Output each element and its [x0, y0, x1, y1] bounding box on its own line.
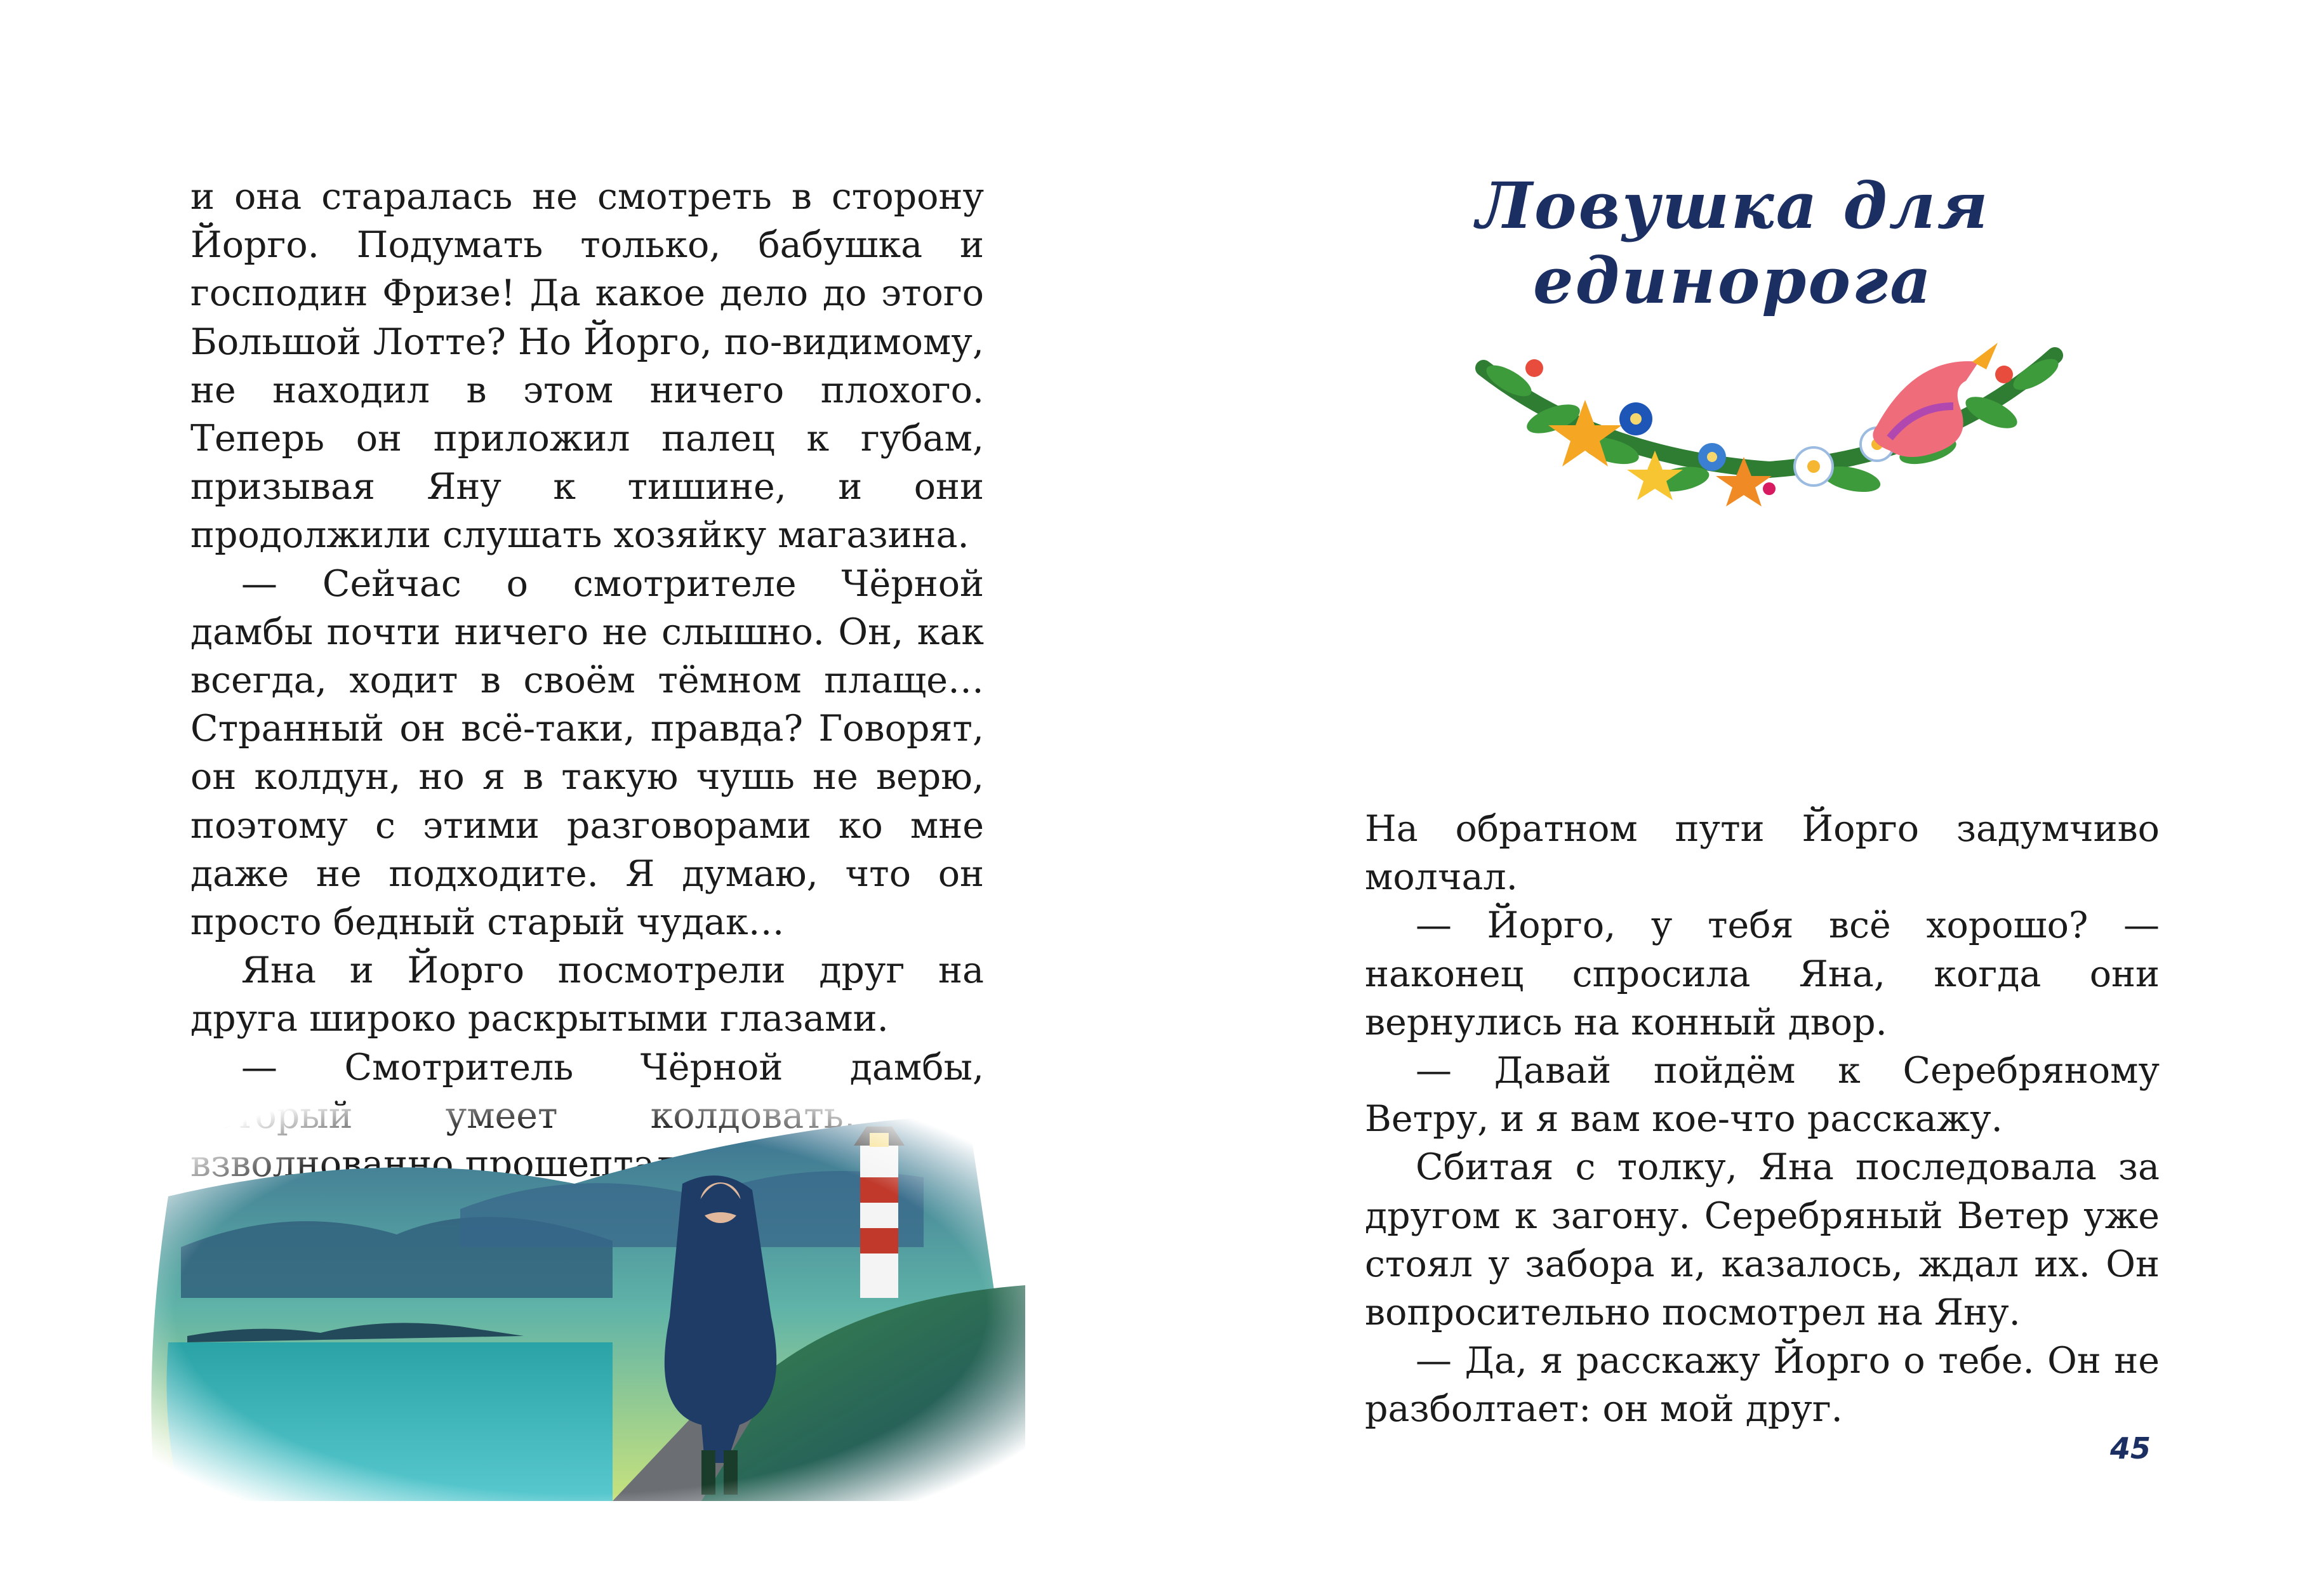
right-page [1162, 0, 2324, 1574]
paragraph: — Да, я расскажу Йорго о тебе. Он не разболтает: он мой друг. [1365, 1340, 2160, 1431]
left-page-text [190, 173, 984, 1236]
chapter-title: Ловушка для единорога [1476, 168, 1990, 318]
paragraph: На обратном пути Йорго задумчиво молчал. [1365, 808, 2160, 899]
right-page-text [1365, 805, 2160, 1434]
page-number: 45 [2110, 1431, 2151, 1465]
paragraph: — Йорго, у тебя всё хорошо? — наконец спросила Яна, когда они вернулись на конный двор. [1365, 904, 2160, 1043]
paragraph: Яна и Йорго посмотрели друг на друга широко раскрытыми глазами. [190, 949, 984, 1040]
paragraph: и она старалась не смотреть в сторону Йорго. Подумать только, бабушка и господин Фризе! Да какое дело до этого Большой Лотте? Но Йорго, по-видимому, не находил в этом ничего плохого. Теперь он приложил палец к губам, призывая Яну к тишине, и они продолжили слушать хозяйку магазина. [190, 176, 984, 557]
flower-garland-ornament [1471, 330, 2068, 520]
paragraph: — Давай пойдём к Серебряному Ветру, и я вам кое-что расскажу. [1365, 1050, 2160, 1141]
paragraph: Сбитая с толку, Яна последовала за другом к загону. Серебряный Ветер уже стоял у забора и, казалось, ждал их. Он вопросительно посмотрел на Яну. [1365, 1146, 2160, 1334]
lighthouse-illustration [130, 1108, 1032, 1514]
paragraph: — Сейчас о смотрителе Чёрной дамбы почти ничего не слышно. Он, как всегда, ходит в своём тёмном плаще… Странный он всё-таки, правда? Говорят, он колдун, но я в такую чушь не верю, поэтому с этими разговорами ко мне даже не подходите. Я думаю, что он просто бедный старый чудак… [190, 562, 984, 944]
paragraph: — Смотритель Чёрной дамбы, [241, 1046, 984, 1088]
